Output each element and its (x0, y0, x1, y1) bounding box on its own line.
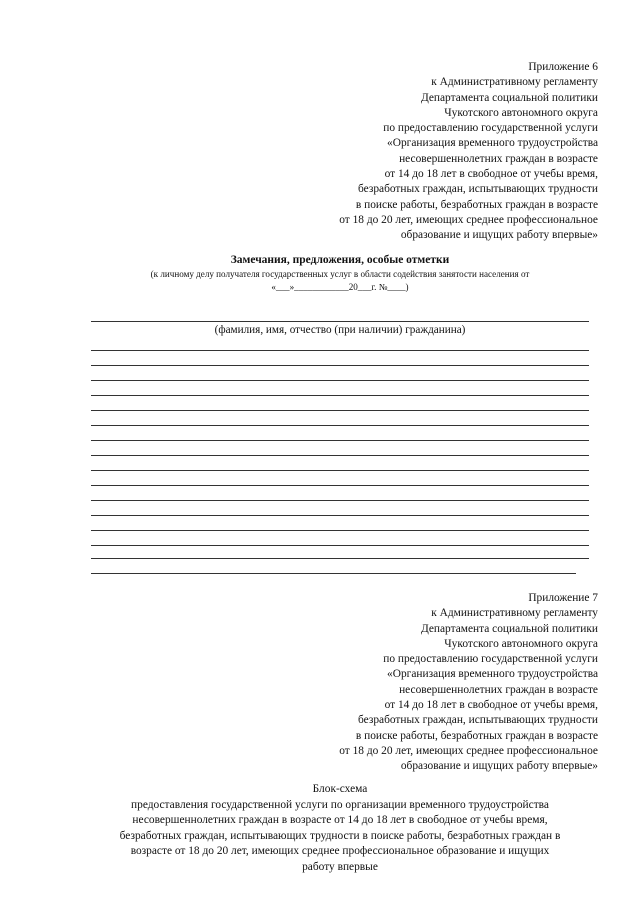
remarks-title: Замечания, предложения, особые отметки (230, 254, 450, 266)
appendix-6-line: в поиске работы, безработных граждан в возрасте (355, 198, 598, 211)
appendix-6-line: от 14 до 18 лет в свободное от учебы время, (384, 168, 598, 181)
appendix-6-line: «Организация временного трудоустройства (387, 137, 598, 150)
appendix-6-header (339, 60, 598, 244)
remarks-entry-line[interactable] (91, 410, 589, 411)
remarks-entry-line[interactable] (91, 573, 576, 574)
remarks-entry-line[interactable] (91, 515, 589, 516)
block-scheme-line: безработных граждан, испытывающих трудности в поиске работы, безработных граждан в (119, 829, 561, 842)
remarks-entry-line[interactable] (91, 425, 589, 426)
appendix-7-header (339, 591, 598, 775)
block-scheme-line: предоставления государственной услуги по организации временного трудоустройства (131, 798, 549, 811)
remarks-entry-line[interactable] (91, 380, 589, 381)
block-scheme-line: работу впервые (302, 860, 378, 873)
remarks-entry-line[interactable] (91, 545, 589, 546)
appendix-6-line: Чукотского автономного округа (444, 106, 598, 119)
appendix-7-line: безработных граждан, испытывающих трудности (357, 714, 598, 727)
appendix-6-line: Приложение 6 (528, 61, 598, 73)
appendix-7-line: несовершеннолетних граждан в возрасте (399, 683, 598, 696)
appendix-7-line: Приложение 7 (528, 592, 598, 604)
remarks-subtitle-line: (к личному делу получателя государственных услуг в области содействия занятости населения от (150, 269, 530, 279)
appendix-7-line: Чукотского автономного округа (444, 637, 598, 650)
appendix-6-line: образование и ищущих работу впервые» (400, 229, 598, 242)
appendix-7-line: «Организация временного трудоустройства (387, 668, 598, 681)
appendix-6-line: к Административному регламенту (431, 76, 598, 89)
appendix-7-line: образование и ищущих работу впервые» (400, 760, 598, 773)
appendix-7-line: от 14 до 18 лет в свободное от учебы время, (384, 699, 598, 712)
block-scheme-heading: Блок-схема (312, 783, 368, 795)
remarks-entry-line[interactable] (91, 530, 589, 531)
appendix-7-line: к Административному регламенту (431, 607, 598, 620)
remarks-entry-line[interactable] (91, 440, 589, 441)
remarks-entry-line[interactable] (91, 500, 589, 501)
appendix-7-line: по предоставлению государственной услуги (383, 653, 598, 666)
appendix-7-line: от 18 до 20 лет, имеющих среднее профессиональное (339, 744, 598, 757)
appendix-6-line: Департамента социальной политики (420, 91, 598, 104)
appendix-6-line: безработных граждан, испытывающих трудности (357, 183, 598, 196)
appendix-6-line: несовершеннолетних граждан в возрасте (399, 152, 598, 165)
remarks-entry-line[interactable] (91, 455, 589, 456)
appendix-6-line: от 18 до 20 лет, имеющих среднее профессиональное (339, 213, 598, 226)
block-scheme-line: несовершеннолетних граждан в возрасте от 14 до 18 лет в свободное от учебы время, (132, 814, 548, 826)
name-caption: (фамилия, имя, отчество (при наличии) гражданина) (214, 324, 466, 336)
remarks-entry-line[interactable] (91, 395, 589, 396)
remarks-subtitle-line: «___»____________20___г. №____) (271, 281, 409, 292)
appendix-6-line: по предоставлению государственной услуги (383, 122, 598, 135)
block-scheme-title (40, 782, 640, 875)
remarks-entry-line[interactable] (91, 558, 589, 559)
appendix-7-line: Департамента социальной политики (420, 622, 598, 635)
remarks-subtitle (30, 268, 640, 293)
name-entry-line[interactable] (91, 321, 589, 322)
appendix-7-line: в поиске работы, безработных граждан в возрасте (355, 729, 598, 742)
remarks-entry-line[interactable] (91, 470, 589, 471)
remarks-entry-line[interactable] (91, 350, 589, 351)
remarks-entry-line[interactable] (91, 485, 589, 486)
block-scheme-line: возрасте от 18 до 20 лет, имеющих среднее профессиональное образование и ищущих (130, 845, 550, 857)
remarks-entry-line[interactable] (91, 365, 589, 366)
